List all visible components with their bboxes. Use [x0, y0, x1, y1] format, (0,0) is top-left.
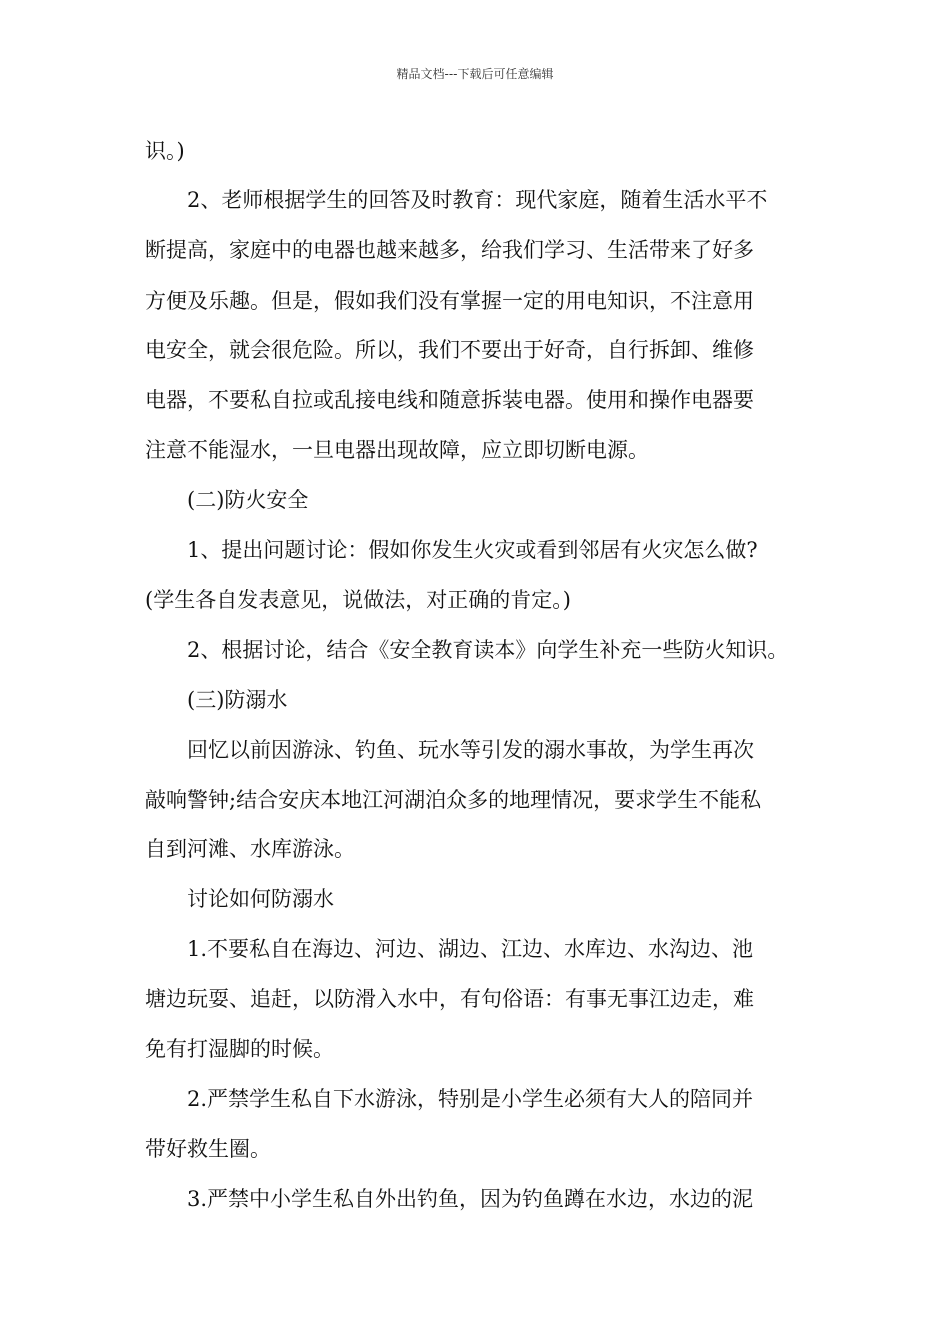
section-heading: (三)防溺水: [187, 688, 288, 712]
text-line: 1、提出问题讨论：假如你发生火灾或看到邻居有火灾怎么做?: [187, 538, 758, 562]
text-line: 2.严禁学生私自下水游泳，特别是小学生必须有大人的陪同并: [187, 1087, 754, 1111]
text-line: 电器，不要私自拉或乱接电线和随意拆装电器。使用和操作电器要: [145, 388, 754, 412]
section-heading: (二)防火安全: [187, 488, 309, 512]
text-line: (学生各自发表意见，说做法，对正确的肯定。): [145, 588, 571, 612]
text-line: 自到河滩、水库游泳。: [145, 837, 355, 861]
text-line: 方便及乐趣。但是，假如我们没有掌握一定的用电知识，不注意用: [145, 289, 754, 313]
text-line: 回忆以前因游泳、钓鱼、玩水等引发的溺水事故，为学生再次: [187, 738, 754, 762]
text-line: 3.严禁中小学生私自外出钓鱼，因为钓鱼蹲在水边，水边的泥: [187, 1187, 754, 1211]
text-line: 2、老师根据学生的回答及时教育：现代家庭，随着生活水平不: [187, 188, 768, 212]
text-line: 2、根据讨论，结合《安全教育读本》向学生补充一些防火知识。: [187, 638, 789, 662]
text-line: 电安全，就会很危险。所以，我们不要出于好奇，自行拆卸、维修: [145, 338, 754, 362]
text-line: 免有打湿脚的时候。: [145, 1037, 334, 1061]
text-line: 1.不要私自在海边、河边、湖边、江边、水库边、水沟边、池: [187, 937, 754, 961]
text-line: 断提高，家庭中的电器也越来越多，给我们学习、生活带来了好多: [145, 238, 754, 262]
text-line: 敲响警钟;结合安庆本地江河湖泊众多的地理情况，要求学生不能私: [145, 788, 762, 812]
text-line: 注意不能湿水，一旦电器出现故障，应立即切断电源。: [145, 438, 649, 462]
page-header: 精品文档---下载后可任意编辑: [396, 67, 554, 81]
subheading: 讨论如何防溺水: [187, 887, 334, 911]
text-line: 识。): [145, 139, 185, 163]
text-line: 带好救生圈。: [145, 1137, 271, 1161]
text-line: 塘边玩耍、追赶，以防滑入水中，有句俗语：有事无事江边走，难: [145, 987, 754, 1011]
